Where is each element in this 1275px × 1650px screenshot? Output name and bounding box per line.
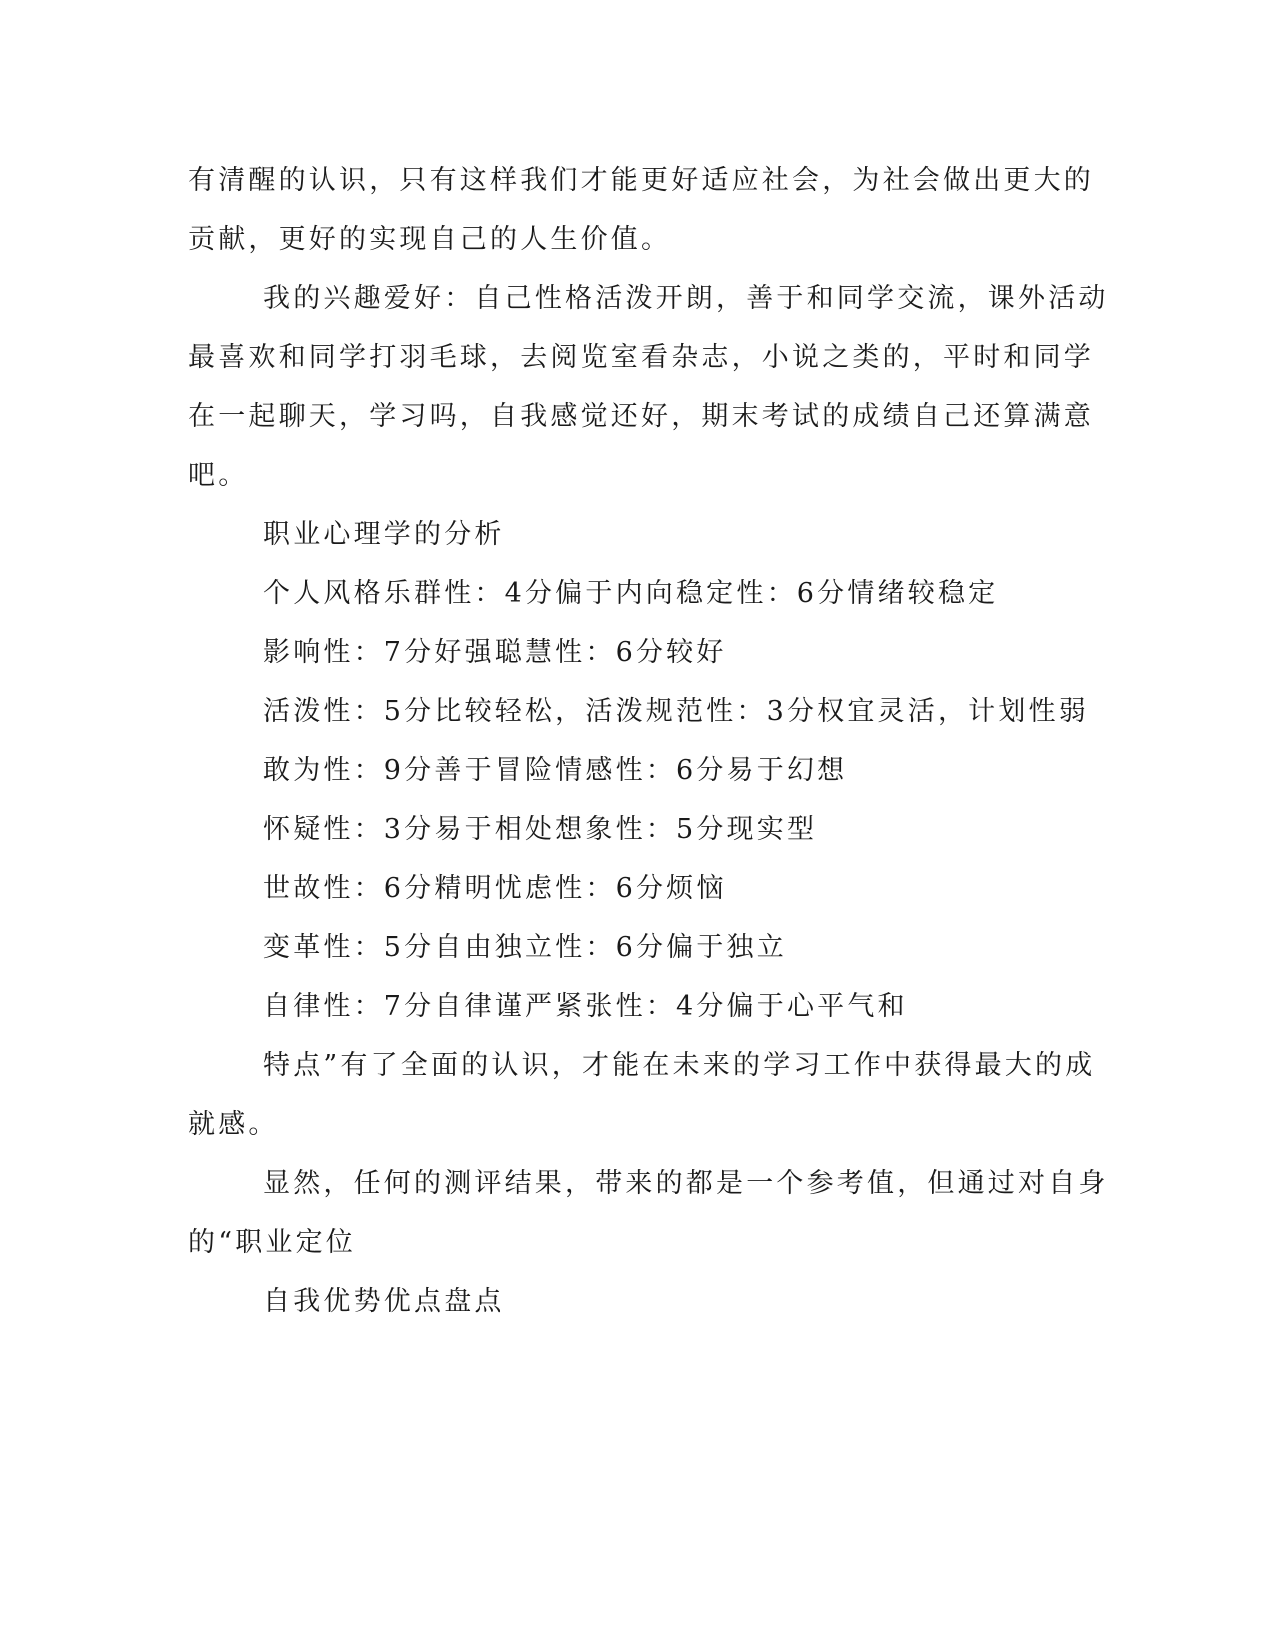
score-line: 敢为性：9分善于冒险情感性：6分易于幻想	[263, 755, 848, 786]
score-line: 世故性：6分精明忧虑性：6分烦恼	[263, 873, 727, 904]
paragraph-line: 贡献，更好的实现自己的人生价值。	[188, 224, 672, 255]
paragraph-line: 特点”有了全面的认识，才能在未来的学习工作中获得最大的成	[263, 1050, 1096, 1081]
section-heading: 职业心理学的分析	[263, 519, 505, 550]
paragraph-line: 的“职业定位	[188, 1227, 357, 1258]
paragraph-line: 有清醒的认识，只有这样我们才能更好适应社会，为社会做出更大的	[188, 165, 1094, 196]
score-line: 影响性：7分好强聪慧性：6分较好	[263, 637, 727, 668]
score-line: 个人风格乐群性：4分偏于内向稳定性：6分情绪较稳定	[263, 578, 999, 609]
paragraph-line: 我的兴趣爱好：自己性格活泼开朗，善于和同学交流，课外活动	[263, 283, 1109, 314]
paragraph-line: 在一起聊天，学习吗，自我感觉还好，期末考试的成绩自己还算满意	[188, 401, 1094, 432]
paragraph-line: 就感。	[188, 1109, 279, 1140]
score-line: 活泼性：5分比较轻松，活泼规范性：3分权宜灵活，计划性弱	[263, 696, 1089, 727]
paragraph-line: 吧。	[188, 460, 249, 491]
section-heading: 自我优势优点盘点	[263, 1286, 505, 1317]
paragraph-line: 最喜欢和同学打羽毛球，去阅览室看杂志，小说之类的，平时和同学	[188, 342, 1094, 373]
score-line: 自律性：7分自律谨严紧张性：4分偏于心平气和	[263, 991, 908, 1022]
score-line: 变革性：5分自由独立性：6分偏于独立	[263, 932, 787, 963]
score-line: 怀疑性：3分易于相处想象性：5分现实型	[263, 814, 818, 845]
paragraph-line: 显然，任何的测评结果，带来的都是一个参考值，但通过对自身	[263, 1168, 1109, 1199]
